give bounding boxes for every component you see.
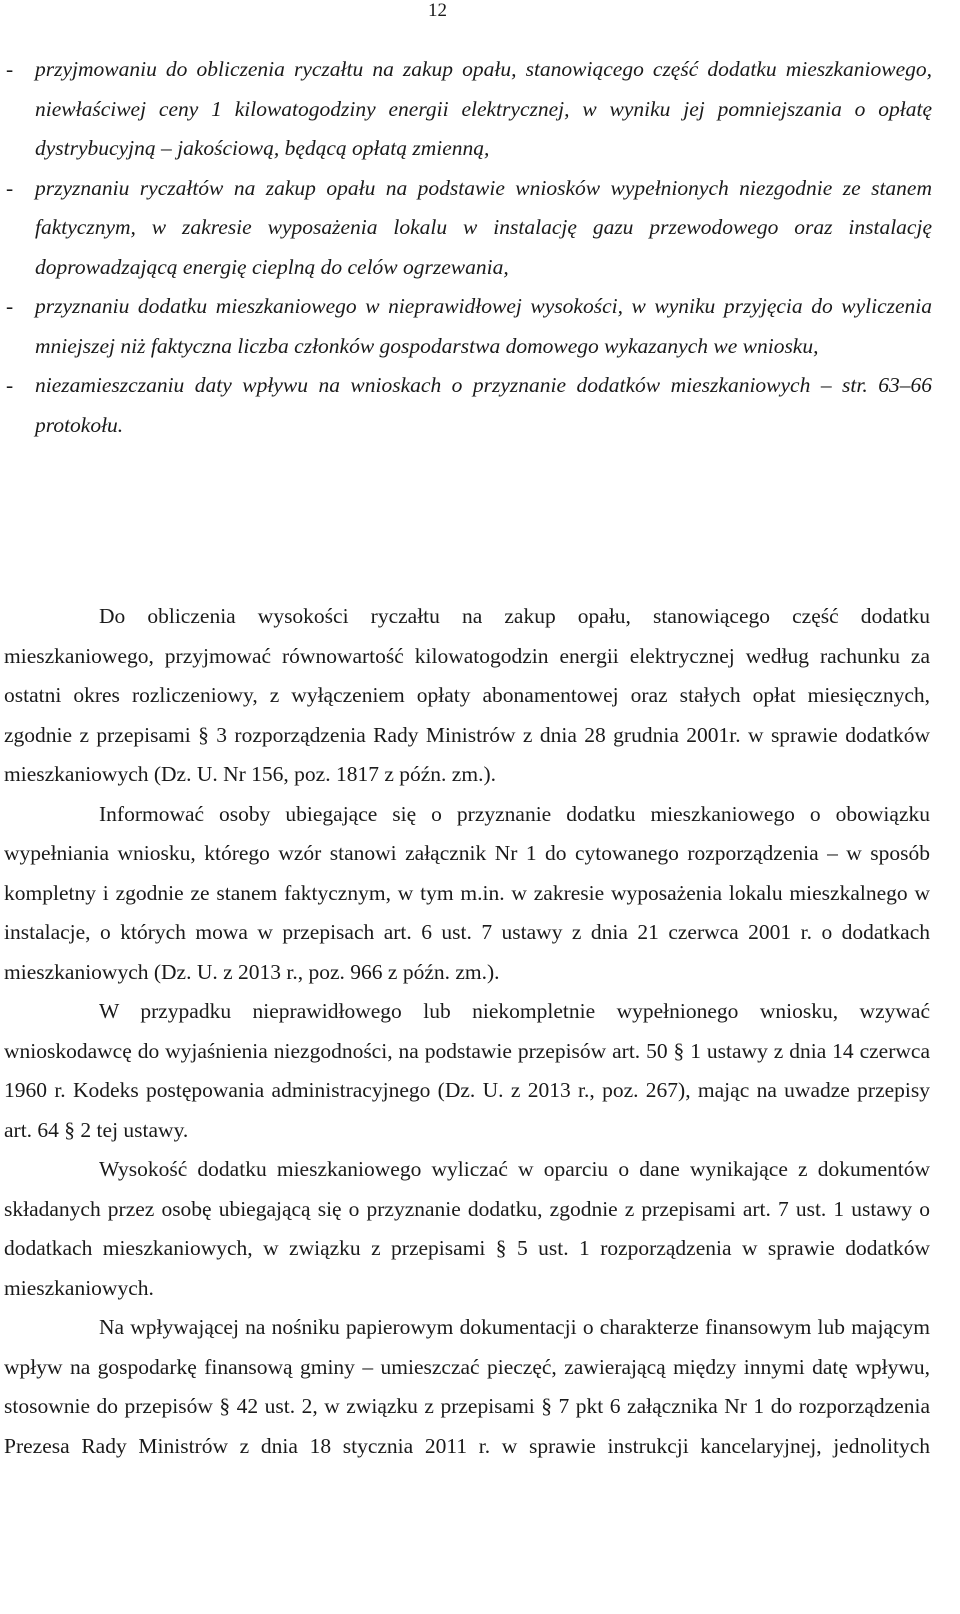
- list-item: [4, 287, 932, 366]
- paragraph: Informować osoby ubiegające się o przyznanie dodatku mieszkaniowego o obowiązku wypełniania wniosku, którego wzór stanowi załącznik Nr 1 do cytowanego rozporządzenia – w sposób kompletny i zgodnie ze stanem faktycznym, w tym m.in. w zakresie wyposażenia lokalu mieszkalnego w instalacje, o których mowa w przepisach art. 6 ust. 7 ustawy z dnia 21 czerwca 2001 r. o dodatkach mieszkaniowych (Dz. U. z 2013 r., poz. 966 z późn. zm.).: [4, 801, 930, 984]
- list-item: [4, 366, 932, 445]
- paragraph: W przypadku nieprawidłowego lub niekompletnie wypełnionego wniosku, wzywać wnioskodawcę do wyjaśnienia niezgodności, na podstawie przepisów art. 50 § 1 ustawy z dnia 14 czerwca 1960 r. Kodeks postępowania administracyjnego (Dz. U. z 2013 r., poz. 267), mając na uwadze przepisy art. 64 § 2 tej ustawy.: [4, 999, 930, 1142]
- list-item-text: przyznaniu ryczałtów na zakup opału na podstawie wniosków wypełnionych niezgodnie ze stanem faktycznym, w zakresie wyposażenia lokalu w instalację gazu przewodowego oraz instalację doprowadzającą energię cieplną do celów ogrzewania,: [35, 175, 932, 279]
- paragraph: Do obliczenia wysokości ryczałtu na zakup opału, stanowiącego część dodatku mieszkaniowego, przyjmować równowartość kilowatogodzin energii elektrycznej według rachunku za ostatni okres rozliczeniowy, z wyłączeniem opłaty abonamentowej oraz stałych opłat miesięcznych, zgodnie z przepisami § 3 rozporządzenia Rady Ministrów z dnia 28 grudnia 2001r. w sprawie dodatków mieszkaniowych (Dz. U. Nr 156, poz. 1817 z późn. zm.).: [4, 604, 930, 786]
- paragraph: Na wpływającej na nośniku papierowym dokumentacji o charakterze finansowym lub mającym wpływ na gospodarkę finansową gminy – umieszczać pieczęć, zawierającą między innymi datę wpływu, stosownie do przepisów § 42 ust. 2, w związku z przepisami § 7 pkt 6 załącznika Nr 1 do rozporządzenia Prezesa Rady Ministrów z dnia 18 stycznia 2011 r. w sprawie instrukcji kancelaryjnej, jednolitych: [4, 1315, 930, 1458]
- recommendations-text: [4, 597, 930, 1466]
- bullet-marker: -: [6, 175, 14, 200]
- bullet-marker: -: [6, 294, 14, 318]
- list-item: [4, 50, 932, 169]
- findings-list: [4, 50, 932, 445]
- paragraph: Wysokość dodatku mieszkaniowego wyliczać w oparciu o dane wynikające z dokumentów składanych przez osobę ubiegającą się o przyznanie dodatku, zgodnie z przepisami art. 7 ust. 1 ustawy o dodatkach mieszkaniowych, w związku z przepisami § 5 ust. 1 rozporządzenia w sprawie dodatków mieszkaniowych.: [4, 1157, 930, 1300]
- list-item: [4, 169, 932, 288]
- bullet-marker: -: [6, 57, 14, 81]
- bullet-marker: -: [6, 373, 14, 397]
- list-item-text: przyznaniu dodatku mieszkaniowego w nieprawidłowej wysokości, w wyniku przyjęcia do wyliczenia mniejszej niż faktyczna liczba członków gospodarstwa domowego wykazanych we wniosku,: [35, 294, 932, 358]
- page-number: 12: [428, 0, 447, 21]
- list-item-text: przyjmowaniu do obliczenia ryczałtu na zakup opału, stanowiącego część dodatku mieszkaniowego, niewłaściwej ceny 1 kilowatogodziny energii elektrycznej, w wyniku jej pomniejszania o opłatę dystrybucyjną – jakościową, będącą opłatą zmienną,: [35, 57, 932, 160]
- list-item-text: niezamieszczaniu daty wpływu na wnioskach o przyznanie dodatków mieszkaniowych – str. 63–66 protokołu.: [35, 373, 932, 437]
